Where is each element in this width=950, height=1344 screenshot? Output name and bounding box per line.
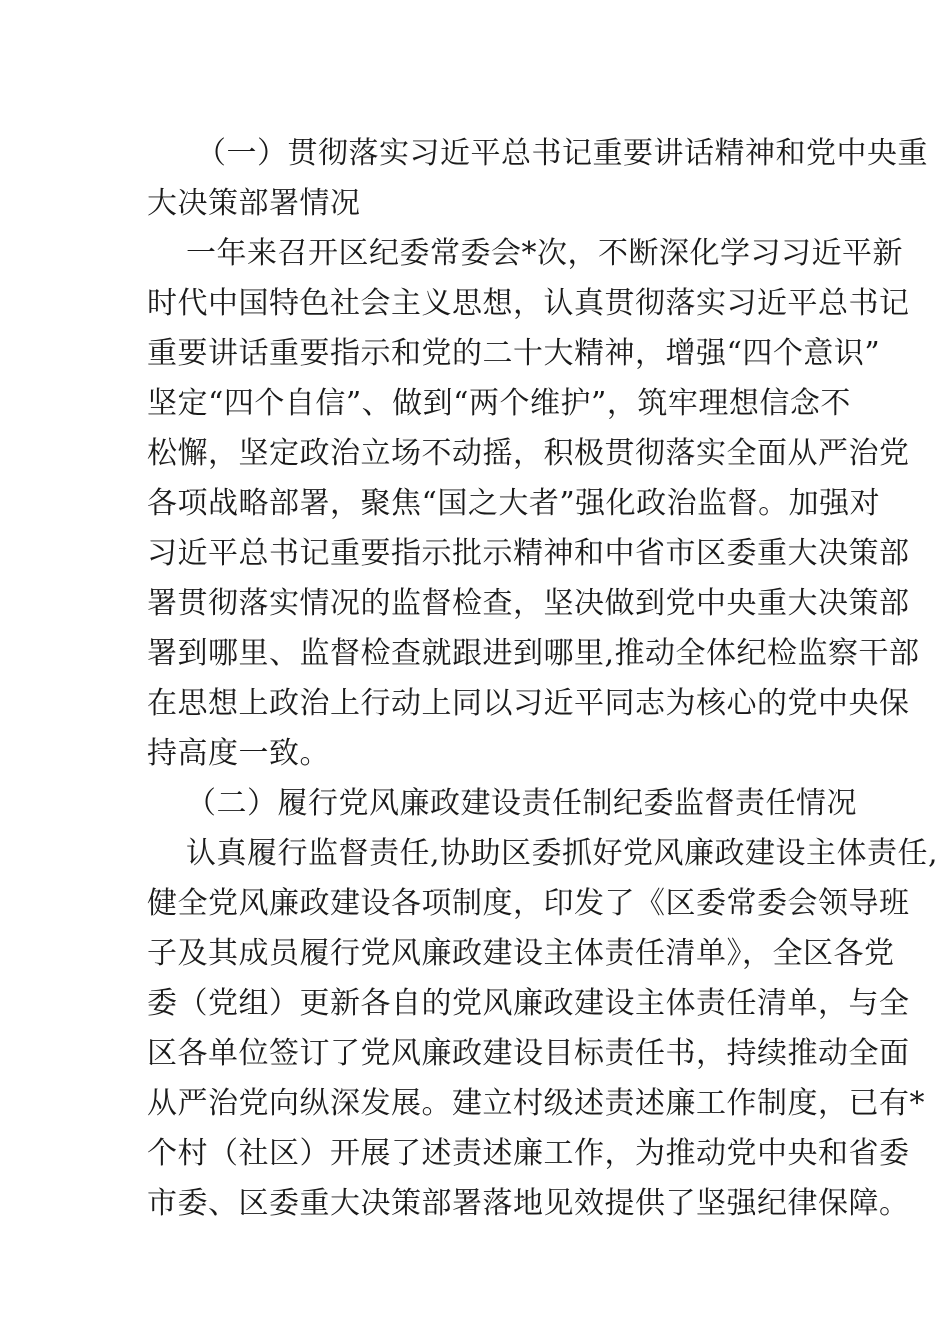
paragraph-1-line-11: 持高度一致。 [147, 736, 330, 771]
paragraph-2-line-1: 认真履行监督责任,协助区委抓好党风廉政建设主体责任, [186, 836, 939, 871]
paragraph-1-line-5: 松懈，坚定政治立场不动摇，积极贯彻落实全面从严治党 [147, 436, 910, 471]
paragraph-2-line-5: 区各单位签订了党风廉政建设目标责任书，持续推动全面 [147, 1036, 910, 1071]
heading-2: （二）履行党风廉政建设责任制纪委监督责任情况 [186, 786, 857, 821]
paragraph-2-line-8: 市委、区委重大决策部署落地见效提供了坚强纪律保障。 [147, 1186, 910, 1221]
paragraph-1-line-9: 署到哪里、监督检查就跟进到哪里,推动全体纪检监察干部 [147, 636, 920, 671]
paragraph-2-line-3: 子及其成员履行党风廉政建设主体责任清单》，全区各党 [147, 936, 895, 971]
paragraph-2-line-7: 个村（社区）开展了述责述廉工作，为推动党中央和省委 [147, 1136, 910, 1171]
paragraph-1-line-10: 在思想上政治上行动上同以习近平同志为核心的党中央保 [147, 686, 910, 721]
heading-1-line-1: （一）贯彻落实习近平总书记重要讲话精神和党中央重 [196, 136, 928, 171]
heading-1-line-2: 大决策部署情况 [147, 186, 361, 221]
paragraph-1-line-6: 各项战略部署，聚焦“国之大者”强化政治监督。加强对 [147, 486, 881, 521]
paragraph-1-line-3: 重要讲话重要指示和党的二十大精神，增强“四个意识” [147, 336, 881, 371]
paragraph-1-line-2: 时代中国特色社会主义思想，认真贯彻落实习近平总书记 [147, 286, 910, 321]
paragraph-2-line-2: 健全党风廉政建设各项制度，印发了《区委常委会领导班 [147, 886, 910, 921]
paragraph-1-line-8: 署贯彻落实情况的监督检查，坚决做到党中央重大决策部 [147, 586, 910, 621]
paragraph-1-line-4: 坚定“四个自信”、做到“两个维护”，筑牢理想信念不 [147, 386, 851, 421]
paragraph-2-line-6: 从严治党向纵深发展。建立村级述责述廉工作制度，已有* [147, 1086, 925, 1121]
paragraph-2-line-4: 委（党组）更新各自的党风廉政建设主体责任清单，与全 [147, 986, 910, 1021]
paragraph-1-line-7: 习近平总书记重要指示批示精神和中省市区委重大决策部 [147, 536, 910, 571]
paragraph-1-line-1: 一年来召开区纪委常委会*次，不断深化学习习近平新 [186, 236, 903, 271]
